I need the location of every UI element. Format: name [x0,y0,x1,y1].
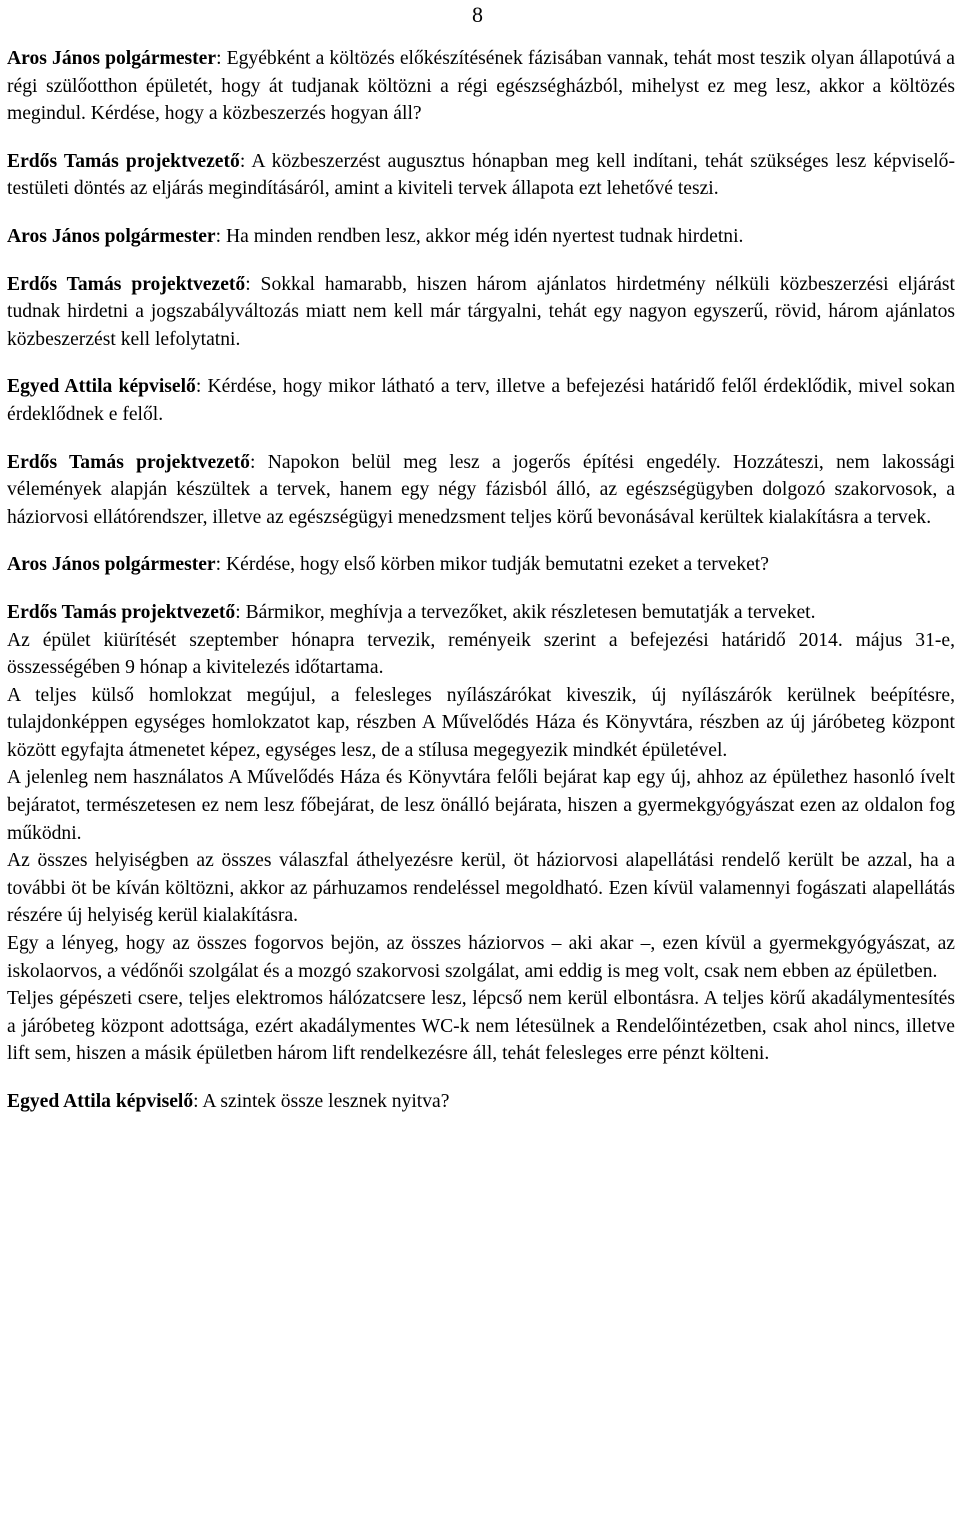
paragraph-text: Az összes helyiségben az összes válaszfal áthelyezésre kerül, öt háziorvosi alapellátási rendelő került be azzal, ha a további öt be kíván költözni, akkor az párhuzamos rendeléssel megoldható. Ezen kívül valamennyi fogászati alapellátás részére új helyiség kerül kialakításra. [7,850,955,927]
paragraph [7,551,955,579]
paragraph-text: A teljes külső homlokzat megújul, a felesleges nyílászárókat kiveszik, új nyílászárók kerülnek beépítésre, tulajdonképpen egységes homlokzatot kap, részben A Művelődés Háza és Könyvtára, részben az új járóbeteg központ között egyfajta átmenetet képez, egységes lesz, de a stílusa megegyezik mindkét épületével. [7,684,955,761]
speaker-name: Erdős Tamás projektvezető [7,451,250,473]
paragraph [7,271,955,354]
paragraph [7,223,955,251]
paragraph-text: Teljes gépészeti csere, teljes elektromos hálózatcsere lesz, lépcső nem kerül elbontásra. A teljes körű akadálymentesítés a járóbeteg központ adottsága, ezért akadálymentes WC-k nem létesülnek a Rendelőintézetben, csak ahol nincs, illetve lift sem, hiszen a másik épületben három lift rendelkezésre áll, tehát felesleges erre pénzt költeni. [7,988,955,1065]
speaker-name: Egyed Attila képviselő [7,1091,194,1112]
paragraph [7,148,955,203]
paragraph [7,627,955,682]
speaker-name: Egyed Attila képviselő [7,376,196,398]
page-number: 8 [472,2,483,27]
paragraph [7,985,955,1068]
paragraph [7,930,955,985]
speaker-name: Erdős Tamás projektvezető [7,150,240,172]
paragraph-text: : A közbeszerzést augusztus hónapban meg kell indítani, tehát szükséges lesz képviselő-testületi döntés az eljárás megindításáról, amint a kiviteli tervek állapota ezt lehetővé teszi. [7,150,955,200]
paragraph-text: : Egyébként a költözés előkészítésének fázisában vannak, tehát most teszik olyan állapotúvá a régi szülőotthon épületét, hogy át tudjanak költözni a régi egészségházból, mihelyst ez meg lesz, akkor a költözés megindul. Kérdése, hogy a közbeszerzés hogyan áll? [7,48,955,125]
paragraph [7,449,955,532]
speaker-name: Erdős Tamás projektvezető [7,273,246,295]
speaker-name: Aros János polgármester [7,554,216,576]
paragraph [7,764,955,847]
speaker-name: Aros János polgármester [7,48,217,69]
paragraph [7,1088,955,1116]
paragraph-text: Az épület kiürítését szeptember hónapra tervezik, reményeik szerint a befejezési határidő 2014. május 31-e, összességében 9 hónap a kivitelezés időtartama. [7,629,955,679]
paragraph [7,682,955,765]
paragraph [7,847,955,930]
document-body [7,45,955,1116]
paragraph-text: : Ha minden rendben lesz, akkor még idén nyertest tudnak hirdetni. [215,225,744,247]
paragraph-text: : Sokkal hamarabb, hiszen három ajánlatos hirdetmény nélküli közbeszerzési eljárást tudnak hirdetni a jogszabályváltozás miatt nem kell már tárgyalni, tehát egy nagyon egyszerű, rövid, három ajánlatos közbeszerzést kell lefolytatni. [7,273,955,350]
speaker-name: Erdős Tamás projektvezető [7,601,236,623]
paragraph [7,373,955,428]
paragraph-text: : Kérdése, hogy első körben mikor tudják bemutatni ezeket a terveket? [215,554,769,576]
paragraph-text: : A szintek össze lesznek nyitva? [193,1091,450,1112]
speaker-name: Aros János polgármester [7,225,216,247]
paragraph [7,599,955,627]
paragraph [7,45,955,128]
paragraph-text: : Kérdése, hogy mikor látható a terv, illetve a befejezési határidő felől érdeklődik, mivel sokan érdeklődnek e felől. [7,376,955,425]
paragraph-text: A jelenleg nem használatos A Művelődés Háza és Könyvtára felőli bejárat kap egy új, ahhoz az épülethez hasonló ívelt bejáratot, természetesen ez nem lesz főbejárat, de lesz önálló bejárata, hiszen a gyermekgyógyászat ezen az oldalon fog működni. [7,767,955,844]
paragraph-text: : Bármikor, meghívja a tervezőket, akik részletesen bemutatják a terveket. [235,601,816,623]
paragraph-text: Egy a lényeg, hogy az összes fogorvos bejön, az összes háziorvos – aki akar –, ezen kívül a gyermekgyógyászat, az iskolaorvos, a védőnői szolgálat és a mozgó szakorvosi szolgálat, ami eddig is meg volt, csak nem ebben az épületben. [7,933,955,982]
paragraph-text: : Napokon belül meg lesz a jogerős építési engedély. Hozzáteszi, nem lakossági vélemények alapján készültek a tervek, hanem egy négy fázisból álló, az egészségügyben dolgozó szakorvosok, a háziorvosi ellátórendszer, illetve az egészségügyi menedzsment teljes körű bevonásával kerültek kialakításra a tervek. [7,451,955,528]
